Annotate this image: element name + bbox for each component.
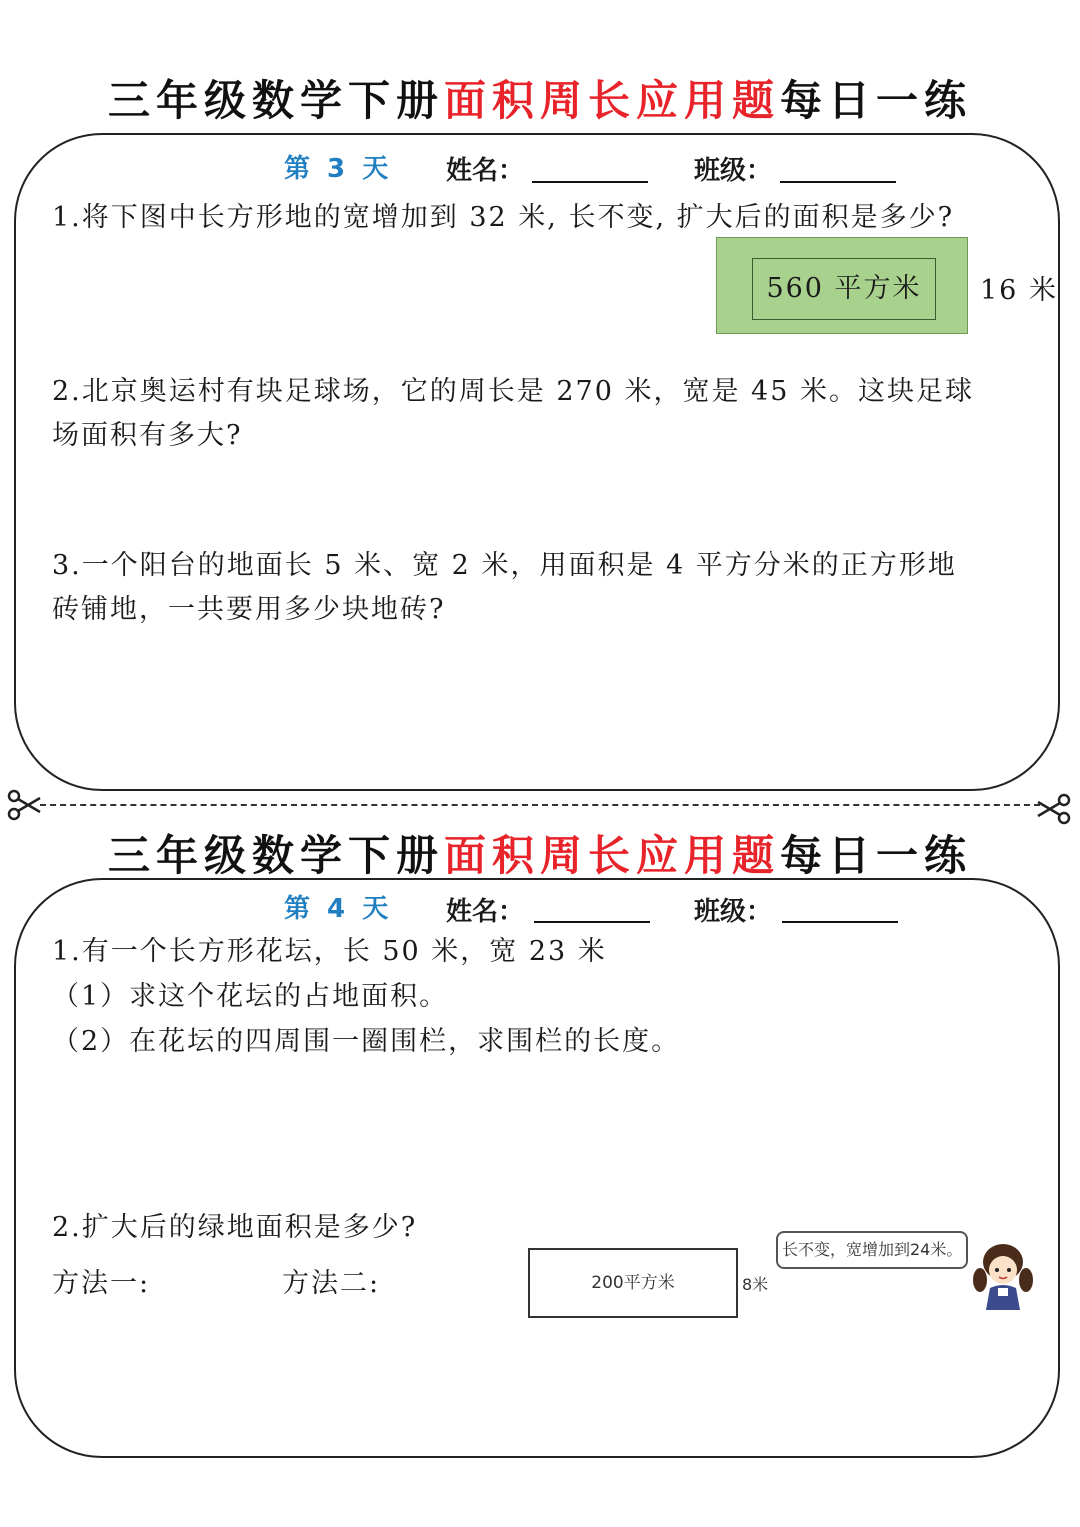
lawn-diagram: 200平方米 xyxy=(528,1248,738,1318)
girl-illustration xyxy=(970,1240,1036,1314)
title-part-b: 面积周长应用题 xyxy=(443,76,780,125)
class-label: 班级： xyxy=(694,897,773,927)
question-3-line-1: 3.一个阳台的地面长 5 米、宽 2 米，用面积是 4 平方分米的正方形地 xyxy=(52,550,957,581)
scissors-icon xyxy=(6,788,42,828)
speech-bubble: 长不变，宽增加到24米。 xyxy=(776,1231,968,1269)
class-label: 班级： xyxy=(694,156,773,186)
area-label: 560 平方米 xyxy=(752,258,936,320)
class-blank[interactable] xyxy=(780,181,896,183)
title-part-c: 每日一练 xyxy=(780,831,973,880)
day-label: 第 3 天 xyxy=(284,154,393,184)
question-2: 2.扩大后的绿地面积是多少? xyxy=(52,1212,418,1243)
worksheet-title-day4 xyxy=(0,823,1080,883)
name-blank[interactable] xyxy=(534,921,650,923)
title-part-b: 面积周长应用题 xyxy=(443,831,780,880)
question-1-part-1: （1）求这个花坛的占地面积。 xyxy=(52,981,449,1012)
width-label: 8米 xyxy=(742,1275,769,1294)
name-label: 姓名： xyxy=(446,897,525,927)
question-1: 1.将下图中长方形地的宽增加到 32 米, 长不变, 扩大后的面积是多少? xyxy=(52,202,955,233)
name-blank[interactable] xyxy=(532,181,648,183)
title-part-a: 三年级数学下册 xyxy=(107,76,444,125)
worksheet-title-day3 xyxy=(0,68,1080,128)
question-2-line-1: 2.北京奥运村有块足球场，它的周长是 270 米，宽是 45 米。这块足球 xyxy=(52,376,974,407)
question-3-line-2: 砖铺地，一共要用多少块地砖? xyxy=(52,594,446,625)
method-1-label: 方法一: xyxy=(52,1268,151,1299)
cut-line xyxy=(40,804,1040,806)
question-1: 1.有一个长方形花坛，长 50 米，宽 23 米 xyxy=(52,936,607,967)
question-2-line-2: 场面积有多大? xyxy=(52,420,243,451)
width-label: 16 米 xyxy=(980,275,1058,306)
method-2-label: 方法二: xyxy=(282,1268,381,1299)
question-1-part-2: （2）在花坛的四周围一圈围栏，求围栏的长度。 xyxy=(52,1026,681,1057)
day-label: 第 4 天 xyxy=(284,894,393,924)
name-label: 姓名： xyxy=(446,156,525,186)
title-part-a: 三年级数学下册 xyxy=(107,831,444,880)
class-blank[interactable] xyxy=(782,921,898,923)
title-part-c: 每日一练 xyxy=(780,76,973,125)
